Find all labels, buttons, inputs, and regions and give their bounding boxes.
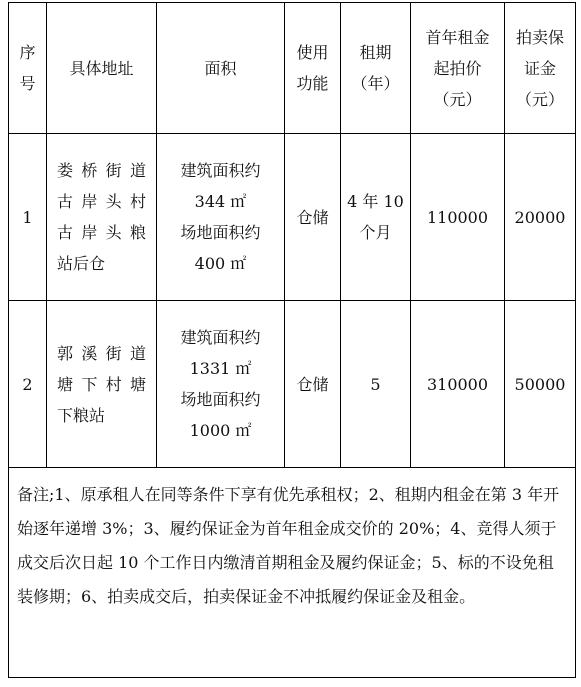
notes-cell: 备注;1、原承租人在同等条件下享有优先承租权；2、租期内租金在第 3 年开始逐年递增 3%；3、履约保证金为首年租金成交价的 20%；4、竞得人须于成交后次日起 10 个工作日内缴清首期租金及履约保证金；5、标的不设免租装修期；6、拍卖成交后，拍卖保证金不冲抵履约保证金及租金。 — [9, 468, 576, 678]
header-address — [47, 3, 157, 134]
address-line: 郭溪街道 — [57, 343, 146, 363]
header-usage-line: 功能 — [296, 74, 329, 93]
header-deposit-line: 拍卖保 — [515, 27, 564, 47]
address-line: 古岸头村 — [57, 192, 146, 211]
address-line: 古岸头粮 — [57, 223, 146, 242]
address-line: 塘下村塘 — [57, 374, 146, 394]
header-seq-line: 序 — [19, 43, 36, 62]
header-deposit — [505, 3, 576, 134]
address-line: 娄桥街道 — [57, 161, 146, 180]
header-area-line: 面积 — [204, 58, 237, 78]
cell-area — [157, 134, 285, 301]
area-line: 400 ㎡ — [194, 254, 247, 273]
header-seq — [9, 3, 47, 134]
area-line: 场地面积约 — [180, 390, 261, 409]
cell-deposit: 20000 — [505, 134, 576, 301]
header-term-line: 租期 — [359, 43, 392, 62]
cell-address — [47, 301, 157, 468]
header-usage — [285, 3, 341, 134]
cell-usage: 仓储 — [285, 301, 341, 468]
cell-address — [47, 134, 157, 301]
header-area — [157, 3, 285, 134]
lease-auction-table — [8, 2, 576, 678]
term-line: 个月 — [359, 223, 392, 242]
cell-term — [341, 301, 411, 468]
term-line: 4 年 10 — [347, 192, 404, 211]
area-line: 1331 ㎡ — [189, 359, 252, 378]
address-line: 站后仓 — [57, 254, 106, 273]
header-first-rent — [411, 3, 505, 134]
cell-first-rent: 310000 — [411, 301, 505, 468]
header-deposit-line: 证金 — [523, 58, 556, 78]
header-first-rent-line: （元） — [433, 89, 482, 109]
area-line: 场地面积约 — [180, 223, 261, 242]
term-line: 5 — [370, 374, 381, 394]
cell-seq: 2 — [9, 301, 47, 468]
cell-term — [341, 134, 411, 301]
area-line: 1000 ㎡ — [189, 421, 252, 440]
lease-auction-table-sheet — [8, 2, 575, 681]
header-address-line: 具体地址 — [69, 58, 134, 78]
header-deposit-line: （元） — [515, 89, 564, 109]
cell-usage: 仓储 — [285, 134, 341, 301]
header-term-line: （年） — [351, 74, 400, 93]
header-first-rent-line: 首年租金 — [425, 27, 490, 47]
cell-first-rent: 110000 — [411, 134, 505, 301]
table-row — [9, 134, 576, 301]
area-line: 建筑面积约 — [180, 161, 261, 180]
cell-seq: 1 — [9, 134, 47, 301]
table-row — [9, 301, 576, 468]
cell-area — [157, 301, 285, 468]
area-line: 344 ㎡ — [194, 192, 247, 211]
header-first-rent-line: 起拍价 — [433, 58, 482, 78]
header-seq-line: 号 — [19, 74, 36, 93]
cell-deposit: 50000 — [505, 301, 576, 468]
notes-row — [9, 468, 576, 678]
address-line: 下粮站 — [57, 405, 106, 425]
header-usage-line: 使用 — [296, 43, 329, 62]
area-line: 建筑面积约 — [180, 328, 261, 347]
header-term — [341, 3, 411, 134]
header-row — [9, 3, 576, 134]
